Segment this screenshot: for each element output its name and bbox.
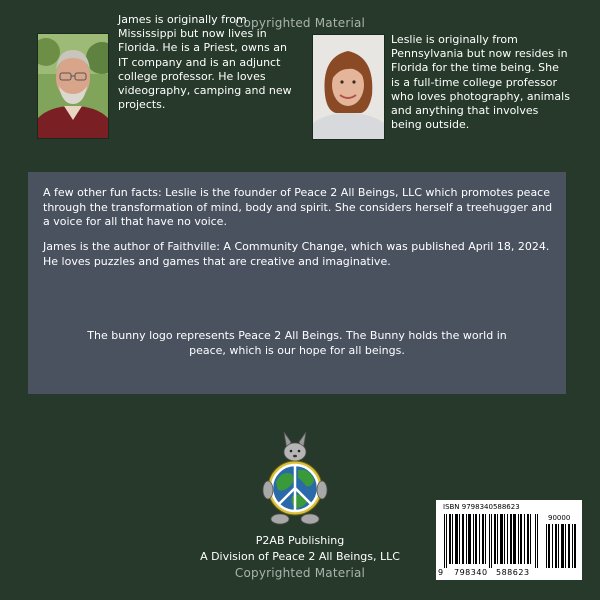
- barcode-bars: [444, 514, 538, 568]
- barcode-digit-first: 9: [438, 568, 444, 577]
- isbn-label: ISBN 9798340588623: [443, 503, 520, 511]
- barcode-digits-right: 588623: [496, 568, 530, 577]
- watermark-top: Copyrighted Material: [234, 16, 366, 30]
- barcode-digits-left: 798340: [454, 568, 488, 577]
- bio-james: James is originally from Mississippi but now lives in Florida. He is a Priest, owns an IT company and is an adjunct college professor. He loves videography, camping and new projects.: [118, 13, 292, 112]
- barcode-addon-bars: [546, 524, 576, 568]
- bunny-globe-logo: [262, 430, 328, 526]
- author-photo-james: [37, 33, 109, 139]
- fun-facts-panel: [28, 172, 566, 394]
- publisher-division: A Division of Peace 2 All Beings, LLC: [200, 550, 400, 563]
- watermark-bottom: Copyrighted Material: [234, 566, 366, 580]
- fun-fact-james: James is the author of Faithville: A Community Change, which was published April 18, 2024. He loves puzzles and games that are creative and imaginative.: [43, 240, 550, 268]
- fun-fact-leslie: A few other fun facts: Leslie is the founder of Peace 2 All Beings, LLC which promotes peace through the transformation of mind, body and spirit. She considers herself a treehugger and a voice for all that have no voice.: [43, 186, 553, 228]
- publisher-name: P2AB Publishing: [255, 534, 345, 547]
- logo-description: The bunny logo represents Peace 2 All Beings. The Bunny holds the world in peace, which is our hope for all beings.: [87, 329, 507, 357]
- price-code: 90000: [548, 514, 571, 522]
- bio-leslie: Leslie is originally from Pennsylvania but now resides in Florida for the time being. She is a full-time college professor who loves photography, animals and anything that involves being outside.: [391, 33, 570, 132]
- author-photo-leslie: [312, 34, 385, 140]
